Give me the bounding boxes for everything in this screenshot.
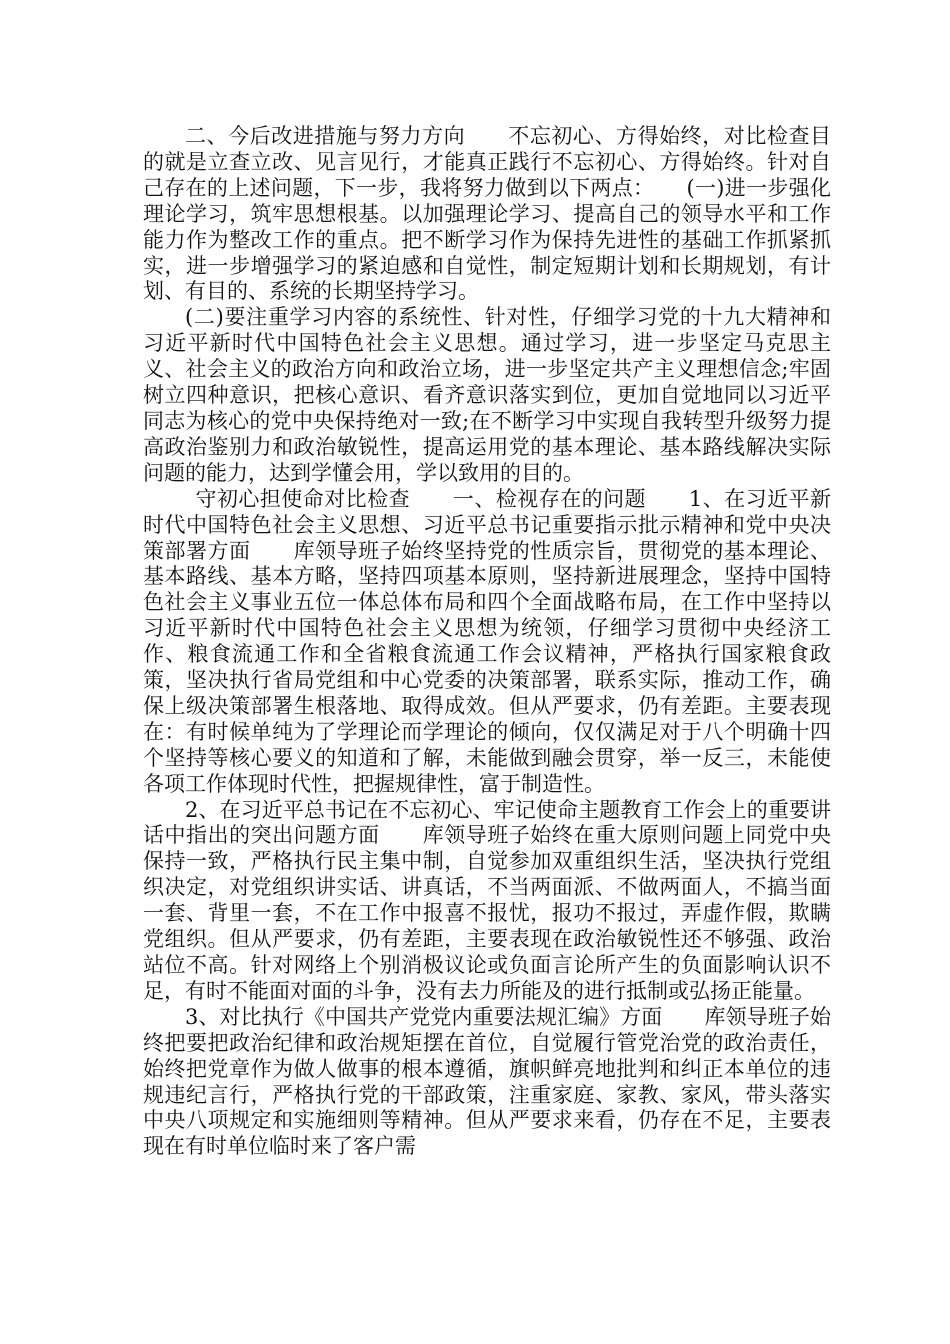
paragraph-study-content: (二)要注重学习内容的系统性、针对性，仔细学习党的十九大精神和习近平新时代中国特色社会主义思想。通过学习，进一步坚定马克思主义、社会主义的政治方向和政治立场，进一步坚定共产主义理想信念;牢固树立四种意识，把核心意识、看齐意识落实到位，更加自觉地同以习近平同志为核心的党中央保持绝对一致;在不断学习中实现自我转型升级努力提高政治鉴别力和政治敏锐性，提高运用党的基本理论、基本路线解决实际问题的能力，达到学懂会用，学以致用的目的。 [143,305,831,485]
paragraph-theme-education: 2、在习近平总书记在不忘初心、牢记使命主题教育工作会上的重要讲话中指出的突出问题方面 库领导班子始终在重大原则问题上同党中央保持一致，严格执行民主集中制，自觉参加双重组织生活，坚决执行党组织决定，对党组织讲实话、讲真话，不当两面派、不做两面人，不搞当面一套、背里一套，不在工作中报喜不报忧，报功不报过，弄虚作假，欺瞒党组织。但从严要求，仍有差距，主要表现在政治敏锐性还不够强、政治站位不高。针对网络上个别消极议论或负面言论所产生的负面影响认识不足，有时不能面对面的斗争，没有去力所能及的进行抵制或弘扬正能量。 [143,797,831,1003]
paragraph-party-regulations: 3、对比执行《中国共产党党内重要法规汇编》方面 库领导班子始终把要把政治纪律和政治规矩摆在首位，自觉履行管党治党的政治责任，始终把党章作为做人做事的根本遵循，旗帜鲜亮地批判和纠正本单位的违规违纪言行，严格执行党的干部政策，注重家庭、家教、家风，带头落实中央八项规定和实施细则等精神。但从严要求来看，仍存在不足，主要表现在有时单位临时来了客户需 [143,1004,831,1159]
paragraph-inspection-problems: 守初心担使命对比检查 一、检视存在的问题 1、在习近平新时代中国特色社会主义思想、习近平总书记重要指示批示精神和党中央决策部署方面 库领导班子始终坚持党的性质宗旨，贯彻党的基本理论、基本路线、基本方略，坚持四项基本原则，坚持新进展理念，坚持中国特色社会主义事业五位一体总体布局和四个全面战略布局，在工作中坚持以习近平新时代中国特色社会主义思想为统领，仔细学习贯彻中央经济工作、粮食流通工作和全省粮食流通工作会议精神，严格执行国家粮食政策，坚决执行省局党组和中心党委的决策部署，联系实际，推动工作，确保上级决策部署生根落地、取得成效。但从严要求，仍有差距。主要表现在：有时候单纯为了学理论而学理论的倾向，仅仅满足对于八个明确十四个坚持等核心要义的知道和了解，未能做到融会贯穿，举一反三，未能使各项工作体现时代性，把握规律性，富于制造性。 [143,486,831,796]
paragraph-improvement-measures: 二、今后改进措施与努力方向 不忘初心、方得始终，对比检查目的就是立查立改、见言见行，才能真正践行不忘初心、方得始终。针对自己存在的上述问题，下一步，我将努力做到以下两点： (一)进一步强化理论学习，筑牢思想根基。以加强理论学习、提高自己的领导水平和工作能力作为整改工作的重点。把不断学习作为保持先进性的基础工作抓紧抓实，进一步增强学习的紧迫感和自觉性，制定短期计划和长期规划，有计划、有目的、系统的长期坚持学习。 [143,124,831,304]
document-body [143,124,831,1160]
